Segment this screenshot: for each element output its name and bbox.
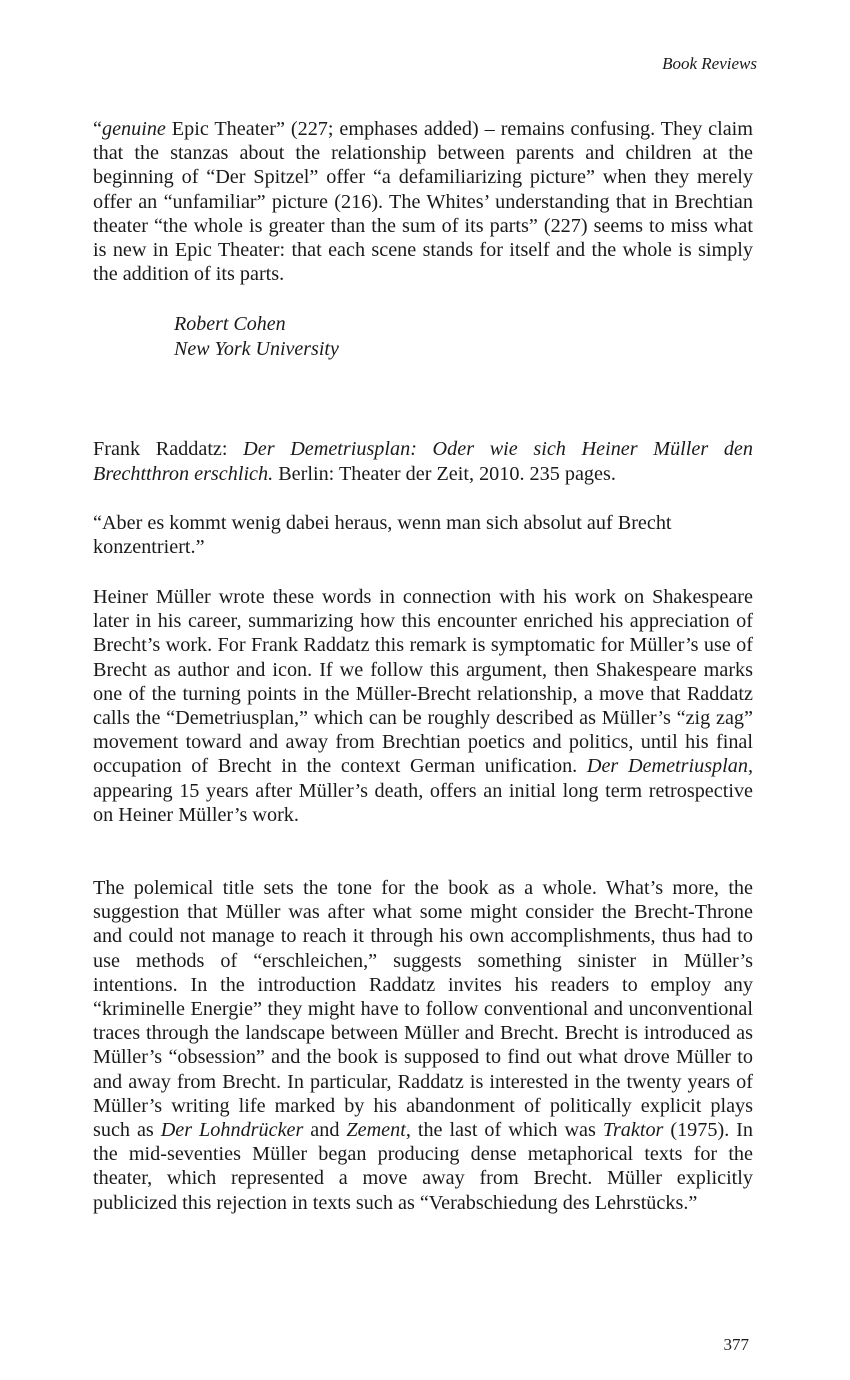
epigraph-quote: “Aber es kommt wenig dabei heraus, wenn man sich absolut auf Brecht konzentriert.” [93,512,672,559]
emphasis-title: Traktor [602,1119,664,1142]
review1-paragraph-text: Epic Theater” (227; emphases added) – remains confusing. They claim that the stanzas about the relationship between parents and children at the beginning of “Der Spitzel” offer “a defamiliarizing picture” when they merely offer an “unfamiliar” picture (216). The Whites’ understanding that in Brechtian theater “the whole is greater than the sum of its parts” (227) seems to miss what is new in Epic Theater: that each scene stands for itself and the whole is simply the addition of its parts. [93,118,753,286]
emphasis-title: Zement [346,1119,406,1142]
reviewer-signature [174,312,339,362]
review2-paragraph-2 [93,876,753,1215]
citation-publication: Berlin: Theater der Zeit, 2010. 235 pages. [273,463,616,485]
emphasis-title: Der Lohndrücker [160,1119,304,1142]
running-head: Book Reviews [662,54,757,73]
paragraph-text: appearing 15 years after Müller’s death, offers an initial long term retrospective on Heiner Müller’s work. [93,779,753,826]
reviewer-name: Robert Cohen [174,313,286,335]
emphasis-genuine: genuine [101,118,166,140]
review1-closing-paragraph: “genuine Epic Theater” (227; emphases added) – remains confusing. They claim that the stanzas about the relationship between parents and children at the beginning of “Der Spitzel” offer “a defamiliarizing picture” when they merely offer an “unfamiliar” picture (216). The Whites’ understanding that in Brechtian theater “the whole is greater than the sum of its parts” (227) seems to miss what is new in Epic Theater: that each scene stands for itself and the whole is simply the addition of its parts. [93,118,753,286]
paragraph-text: (1975). In the mid-seventies Müller began producing dense metaphorical texts for the theater, which represented a move away from Brecht. Müller explicitly publicized this rejection in texts such as “Verabschiedung des Lehrstücks.” [93,1119,753,1214]
citation-title: Der Demetriusplan: Oder wie sich Heiner Müller den Brechtthron erschlich. [93,438,753,485]
review2-paragraph-1 [93,585,753,827]
reviewer-affiliation: New York University [174,338,339,360]
citation-author: Frank Raddatz: [93,438,244,460]
paragraph-text: and [303,1119,347,1142]
book-citation [93,437,753,487]
paragraph-text: The polemical title sets the tone for the book as a whole. What’s more, the suggestion that Müller was after what some might consider the Brecht-Throne and could not manage to reach it through his own accomplishments, thus had to use methods of “erschleichen,” suggests something sinister in Müller’s intentions. In the introduction Raddatz invites his readers to employ any “kriminelle Energie” they might have to follow conventional and unconventional traces through the landscape between Müller and Brecht. Brecht is introduced as Müller’s “obsession” and the book is supposed to find out what drove Müller to and away from Brecht. In particular, Raddatz is interested in the twenty years of Müller’s writing life marked by his abandonment of politically explicit plays such as [93,877,753,1142]
emphasis-title: Der Demetriusplan, [586,755,753,778]
paragraph-text: , the last of which was [405,1119,603,1142]
page-number: 377 [723,1335,749,1354]
paragraph-text: Heiner Müller wrote these words in connection with his work on Shakespeare later in his career, summarizing how this encounter enriched his appreciation of Brecht’s work. For Frank Raddatz this remark is symptomatic for Müller’s use of Brecht as author and icon. If we follow this argument, then Shakespeare marks one of the turning points in the Müller-Brecht relationship, a move that Raddatz calls the “Demetriusplan,” which can be roughly described as Müller’s “zig zag” movement toward and away from Brechtian poetics and politics, until his final occupation of Brecht in the context German unification. [93,586,753,778]
